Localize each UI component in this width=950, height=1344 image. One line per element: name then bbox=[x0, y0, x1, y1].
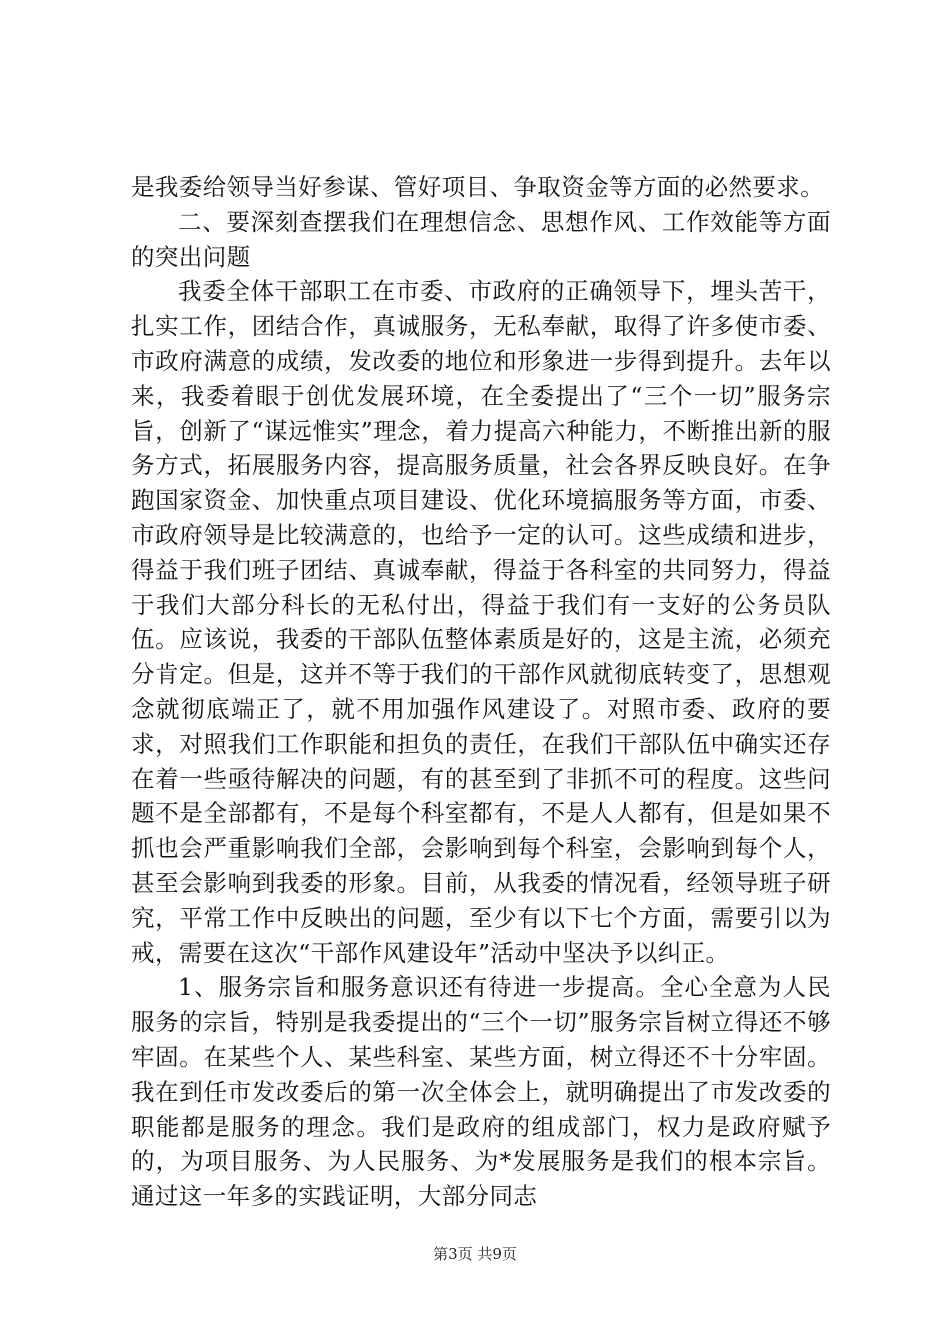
paragraph-item-1: 1、服务宗旨和服务意识还有待进一步提高。全心全意为人民服务的宗旨，特别是我委提出的“三个一切”服务宗旨树立得还不够牢固。在某些个人、某些科室、某些方面，树立得还不十分牢固。我在到任市发改委后的第一次全体会上，就明确提出了市发改委的职能都是服务的理念。我们是政府的组成部门，权力是政府赋予的，为项目服务、为人民服务、为*发展服务是我们的根本宗旨。通过这一年多的实践证明，大部分同志 bbox=[131, 973, 831, 1211]
section-heading: 二、要深刻查摆我们在理想信念、思想作风、工作效能等方面的突出问题 bbox=[131, 207, 831, 271]
document-body bbox=[131, 170, 831, 1214]
paragraph-continuation: 是我委给领导当好参谋、管好项目、争取资金等方面的必然要求。 bbox=[131, 173, 825, 201]
paragraph-body: 我委全体干部职工在市委、市政府的正确领导下，埋头苦干，扎实工作，团结合作，真诚服务，无私奉献，取得了许多使市委、市政府满意的成绩，发改委的地位和形象进一步得到提升。去年以来，我委着眼于创优发展环境，在全委提出了“三个一切”服务宗旨，创新了“谋远惟实”理念，着力提高六种能力，不断推出新的服务方式，拓展服务内容，提高服务质量，社会各界反映良好。在争跑国家资金、加快重点项目建设、优化环境搞服务等方面，市委、市政府领导是比较满意的，也给予一定的认可。这些成绩和进步，得益于我们班子团结、真诚奉献，得益于各科室的共同努力，得益于我们大部分科长的无私付出，得益于我们有一支好的公务员队伍。应该说，我委的干部队伍整体素质是好的，这是主流，必须充分肯定。但是，这并不等于我们的干部作风就彻底转变了，思想观念就彻底端正了，就不用加强作风建设了。对照市委、政府的要求，对照我们工作职能和担负的责任，在我们干部队伍中确实还存在着一些亟待解决的问题，有的甚至到了非抓不可的程度。这些问题不是全部都有，不是每个科室都有，不是人人都有，但是如果不抓也会严重影响我们全部，会影响到每个科室，会影响到每个人，甚至会影响到我委的形象。目前，从我委的情况看，经领导班子研究，平常工作中反映出的问题，至少有以下七个方面，需要引以为戒，需要在这次“干部作风建设年”活动中坚决予以纠正。 bbox=[131, 277, 831, 967]
page-number-footer: 第3页 共9页 bbox=[433, 1245, 517, 1263]
